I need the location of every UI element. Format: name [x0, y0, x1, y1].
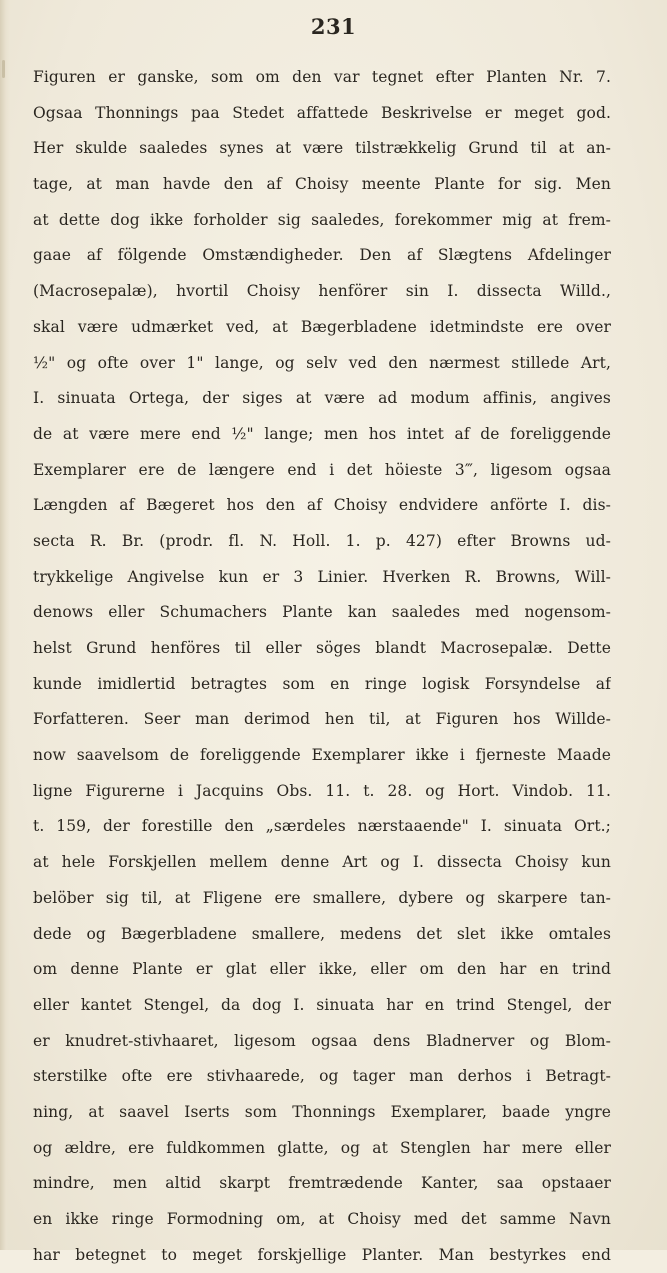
- text-line: at dette dog ikke forholder sig saaledes, forekommer mig at frem-: [33, 210, 611, 229]
- text-line: eller kantet Stengel, da dog I. sinuata har en trind Stengel, der: [33, 995, 611, 1014]
- text-line: Forfatteren. Seer man derimod hen til, at Figuren hos Willde-: [33, 710, 611, 729]
- text-line: secta R. Br. (prodr. fl. N. Holl. 1. p. 427) efter Browns ud-: [33, 531, 611, 550]
- text-line: Her skulde saaledes synes at være tilstrækkelig Grund til at an-: [33, 139, 611, 158]
- text-line: en ikke ringe Formodning om, at Choisy med det samme Navn: [33, 1210, 611, 1228]
- text-line: now saavelsom de foreliggende Exemplarer ikke i fjerneste Maade: [33, 746, 611, 765]
- text-line: at hele Forskjellen mellem denne Art og I. dissecta Choisy kun: [33, 853, 611, 872]
- text-line: I. sinuata Ortega, der siges at være ad modum affinis, angives: [33, 389, 611, 408]
- text-line: har betegnet to meget forskjellige Planter. Man bestyrkes end: [33, 1245, 611, 1264]
- text-line: ½" og ofte over 1" lange, og selv ved den nærmest stillede Art,: [33, 353, 611, 372]
- text-line: ning, at saavel Iserts som Thonnings Exemplarer, baade yngre: [33, 1102, 611, 1121]
- text-line: ligne Figurerne i Jacquins Obs. 11. t. 28. og Hort. Vindob. 11.: [33, 781, 611, 800]
- text-line: sterstilke ofte ere stivhaarede, og tager man derhos i Betragt-: [33, 1067, 611, 1086]
- text-line: Længden af Bægeret hos den af Choisy endvidere anförte I. dis-: [33, 496, 611, 515]
- text-line: mindre, men altid skarpt fremtrædende Kanter, saa opstaaer: [33, 1174, 611, 1193]
- text-line: de at være mere end ½" lange; men hos intet af de foreliggende: [33, 424, 611, 443]
- text-line: (Macrosepalæ), hvortil Choisy henförer sin I. dissecta Willd.,: [33, 282, 611, 301]
- text-line: gaae af fölgende Omstændigheder. Den af Slægtens Afdelinger: [33, 246, 611, 265]
- text-line: belöber sig til, at Fligene ere smallere, dybere og skarpere tan-: [33, 888, 611, 907]
- text-line: Figuren er ganske, som om den var tegnet efter Planten Nr. 7.: [33, 68, 611, 86]
- paper-mark: [2, 60, 5, 78]
- text-line: denows eller Schumachers Plante kan saaledes med nogensom-: [33, 603, 611, 622]
- text-line: kunde imidlertid betragtes som en ringe logisk Forsyndelse af: [33, 674, 611, 693]
- text-line: tage, at man havde den af Choisy meente Plante for sig. Men: [33, 175, 611, 194]
- text-line: t. 159, der forestille den „særdeles nærstaaende" I. sinuata Ort.;: [33, 817, 611, 836]
- text-line: om denne Plante er glat eller ikke, eller om den har en trind: [33, 960, 611, 979]
- text-line: Ogsaa Thonnings paa Stedet affattede Beskrivelse er meget god.: [33, 103, 611, 122]
- text-line: skal være udmærket ved, at Bægerbladene idetmindste ere over: [33, 317, 611, 336]
- text-line: dede og Bægerbladene smallere, medens det slet ikke omtales: [33, 924, 611, 943]
- page-number: 231: [310, 14, 357, 39]
- text-line: er knudret-stivhaaret, ligesom ogsaa dens Bladnerver og Blom-: [33, 1031, 611, 1050]
- text-line: Exemplarer ere de længere end i det höieste 3‴, ligesom ogsaa: [33, 460, 611, 479]
- text-line: helst Grund henföres til eller söges blandt Macrosepalæ. Dette: [33, 639, 611, 657]
- body-text: [33, 60, 611, 1273]
- text-line: og ældre, ere fuldkommen glatte, og at Stenglen har mere eller: [33, 1138, 611, 1157]
- page-binding-edge: [0, 0, 10, 1250]
- text-line: trykkelige Angivelse kun er 3 Linier. Hverken R. Browns, Will-: [33, 567, 611, 586]
